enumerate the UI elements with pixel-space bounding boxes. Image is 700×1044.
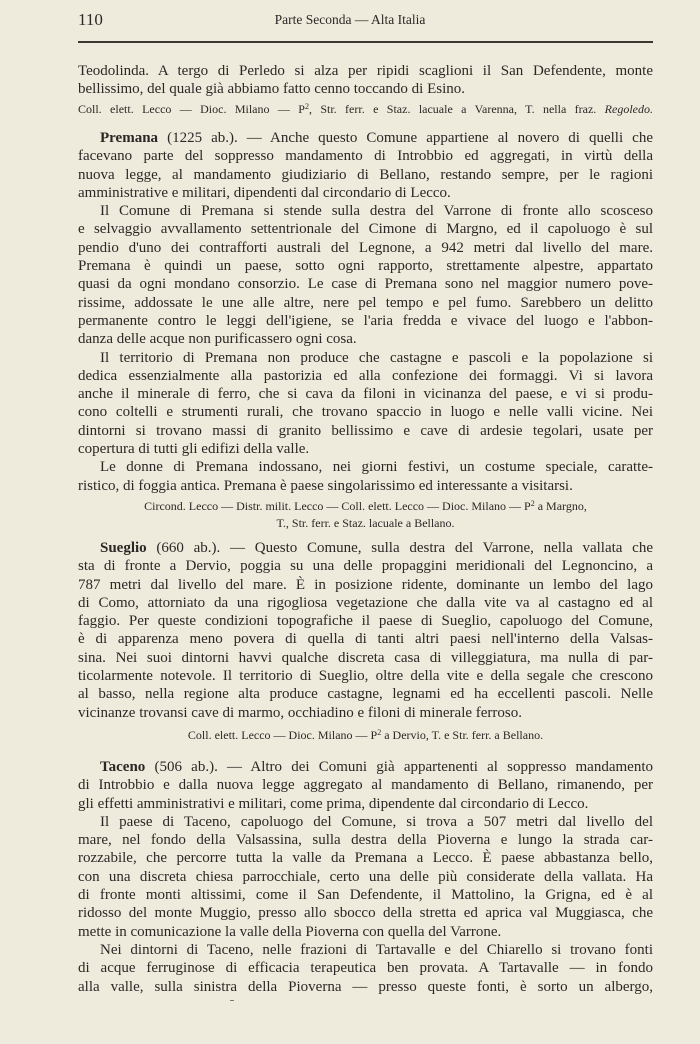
text-line: copertura di tutti gli edifizi della valle. xyxy=(78,441,310,458)
text-line: nuova legge, al mandamento giudiziario di Bellano, restando sempre, per le ragioni xyxy=(78,166,653,183)
text-line: sta di fronte a Dervio, poggia su una delle propaggini meridionali del Legnoncino, a xyxy=(78,558,653,575)
text-line: Sueglio (660 ab.). — Questo Comune, sulla destra del Varrone, nella vallata che xyxy=(100,540,653,556)
text-line: anche il minerale di ferro, che si cava da filoni in vicinanza del paese, e vi si produ- xyxy=(78,386,653,403)
section-sueglio xyxy=(78,539,653,722)
text-line: con una discreta chiesa parrocchiale, certo una delle più considerate della vallata. Ha xyxy=(78,868,653,885)
text-line: facevano parte del soppresso mandamento di Introbbio ed aggregati, in virtù della xyxy=(78,148,653,165)
text-line: e selvaggio avvallamento settentrionale del Cimone di Margno, ed il capoluogo è sul xyxy=(78,221,653,238)
entry-name: Premana xyxy=(100,130,159,146)
note-sueglio: Coll. elett. Lecco — Dioc. Milano — $P^2$ a Dervio, T. e Str. ferr. a Bellano. xyxy=(187,728,544,742)
paragraph-perledo xyxy=(78,62,653,99)
text-line: Teodolinda. A tergo di Perledo si alza per ripidi scaglioni il San Defendente, monte xyxy=(78,63,653,79)
text-line: Taceno (506 ab.). — Altro dei Comuni già appartenenti al soppresso mandamento xyxy=(100,759,653,775)
note-premana: Circond. Lecco — Distr. milit. Lecco — Coll. elett. Lecco — Dioc. Milano — $P^2$ a Margno, T., Str. ferr. e Staz. lacuale a Bellano. xyxy=(144,499,587,530)
text-line: di Introbbio e dalla nuova legge aggregato al mandamento di Bellano, rimanendo, per xyxy=(78,777,653,794)
text-line: 787 metri dal livello del mare. È in posizione ridente, dominante un lembo del lago xyxy=(78,576,653,593)
text-line: di acque ferruginose di efficacia terapeutica ben provata. A Tartavalle — in fondo xyxy=(78,960,653,977)
entry-name: Sueglio xyxy=(100,540,147,556)
text-line: Le donne di Premana indossano, nei giorni festivi, un costume speciale, caratte- xyxy=(100,459,653,476)
text-line: quasi da ogni mondano consorzio. Le case di Premana sono nel maggior numero pove- xyxy=(78,276,653,293)
section-taceno xyxy=(78,758,653,996)
running-title: Parte Seconda — Alta Italia xyxy=(274,12,426,27)
text-line: permanente contro le leggi dell'igiene, se l'aria fredda e vivace del luogo e l'abbon- xyxy=(78,312,653,329)
text-line: Premana è quindi un paese, sotto ogni rapporto, strettamente alpestre, appartato xyxy=(78,258,653,275)
header-rule xyxy=(78,41,653,43)
text-line: alla valle, sulla sinistra della Pioverna — presso queste fonti, è sorto un albergo, xyxy=(78,978,653,995)
text-line: dedica essenzialmente alla pastorizia ed alla confezione dei formaggi. Vi si lavora xyxy=(78,367,653,384)
text-line: bellissimo, del quale già abbiamo fatto cenno toccando di Esino. xyxy=(78,81,465,98)
text-line: amministrative e militari, dipendenti dal circondario di Lecco. xyxy=(78,184,451,201)
text-line: rozzabile, che percorre tutta la valle da Premana a Lecco. È paese abbastanza bello, xyxy=(78,850,653,867)
text-line: Premana (1225 ab.). — Anche questo Comune appartiene al novero di quelli che xyxy=(100,130,653,146)
text-line: pendio d'uno dei contrafforti australi del Legnone, a 942 metri dal livello del mare. xyxy=(78,239,653,256)
page-number: 110 xyxy=(78,10,103,29)
text-line: Il paese di Taceno, capoluogo del Comune, si trova a 507 metri dal livello del xyxy=(100,813,653,830)
text-line: vicinanze trovansi cave di marmo, occhiadino e filoni di minerale ferroso. xyxy=(78,704,523,721)
text-line: Nei dintorni di Taceno, nelle frazioni di Tartavalle e del Chiarello si trovano fonti xyxy=(100,941,653,958)
text-line: Il territorio di Premana non produce che castagne e pascoli e la popolazione si xyxy=(100,349,653,366)
text-line: Il Comune di Premana si stende sulla destra del Varrone di fronte allo scosceso xyxy=(100,203,653,220)
text-line: cono coltelli e strumenti rurali, che trovano spaccio in luogo e nelle valli vicine. Nei xyxy=(78,404,653,421)
entry-name: Taceno xyxy=(100,759,146,775)
text-line: gli effetti amministrativi e militari, come prima, dipendente dal circondario di Lecco. xyxy=(78,795,589,812)
text-line: sina. Nei suoi dintorni havvi qualche discreta casa di villeggiatura, ma nulla di par- xyxy=(78,649,653,666)
text-line: faggio. Per queste condizioni topografiche il paese di Sueglio, capoluogo del Comune, xyxy=(78,613,653,630)
text-line: al basso, nella regione alta produce castagne, legnami ed ha eccellenti pascoli. Nelle xyxy=(78,686,653,703)
section-premana xyxy=(78,129,653,495)
text-line: danza delle acque non purificassero ogni cosa. xyxy=(78,331,357,348)
text-line: ridosso del monte Muggio, presso allo sbocco della stretta ed aprica val Muggiasca, che xyxy=(78,905,653,922)
text-line: ristico, di foggia antica. Premana è paese singolarissimo ed interessante a visitarsi. xyxy=(78,477,573,494)
text-line: è di apparenza meno povera di quella di tanti altri paesi nell'interno della Valsas- xyxy=(78,631,653,648)
text-line: mette in comunicazione la valle della Pioverna con quella del Varrone. xyxy=(78,923,502,940)
text-line: mare, nel fondo della Valsassina, sulla destra della Pioverna e lungo la strada car- xyxy=(78,832,653,849)
note-perledo: Coll. elett. Lecco — Dioc. Milano — $P^2$, Str. ferr. e Staz. lacuale a Varenna, T. nella fraz. Regoledo. xyxy=(78,102,653,116)
text-line: rissime, addossate le une alle altre, nere pel tempo e pel fumo. Sarebbero un delitto xyxy=(78,294,653,311)
text-line: dintorni si trovano massi di granito bellissimo e cave di ardesie tegolari, usate per xyxy=(78,422,653,439)
text-line: ticolarmente notevole. Il territorio di Sueglio, oltre della vite e della segale che crescono xyxy=(78,668,653,685)
text-line: di fronte monti altissimi, come il San Defendente, il Mattolino, la Grigna, ed è al xyxy=(78,887,653,904)
ink-speck xyxy=(230,1000,234,1001)
text-line: di Como, attorniato da una rigogliosa vegetazione che dalla vite va al castagno ed al xyxy=(78,594,653,611)
